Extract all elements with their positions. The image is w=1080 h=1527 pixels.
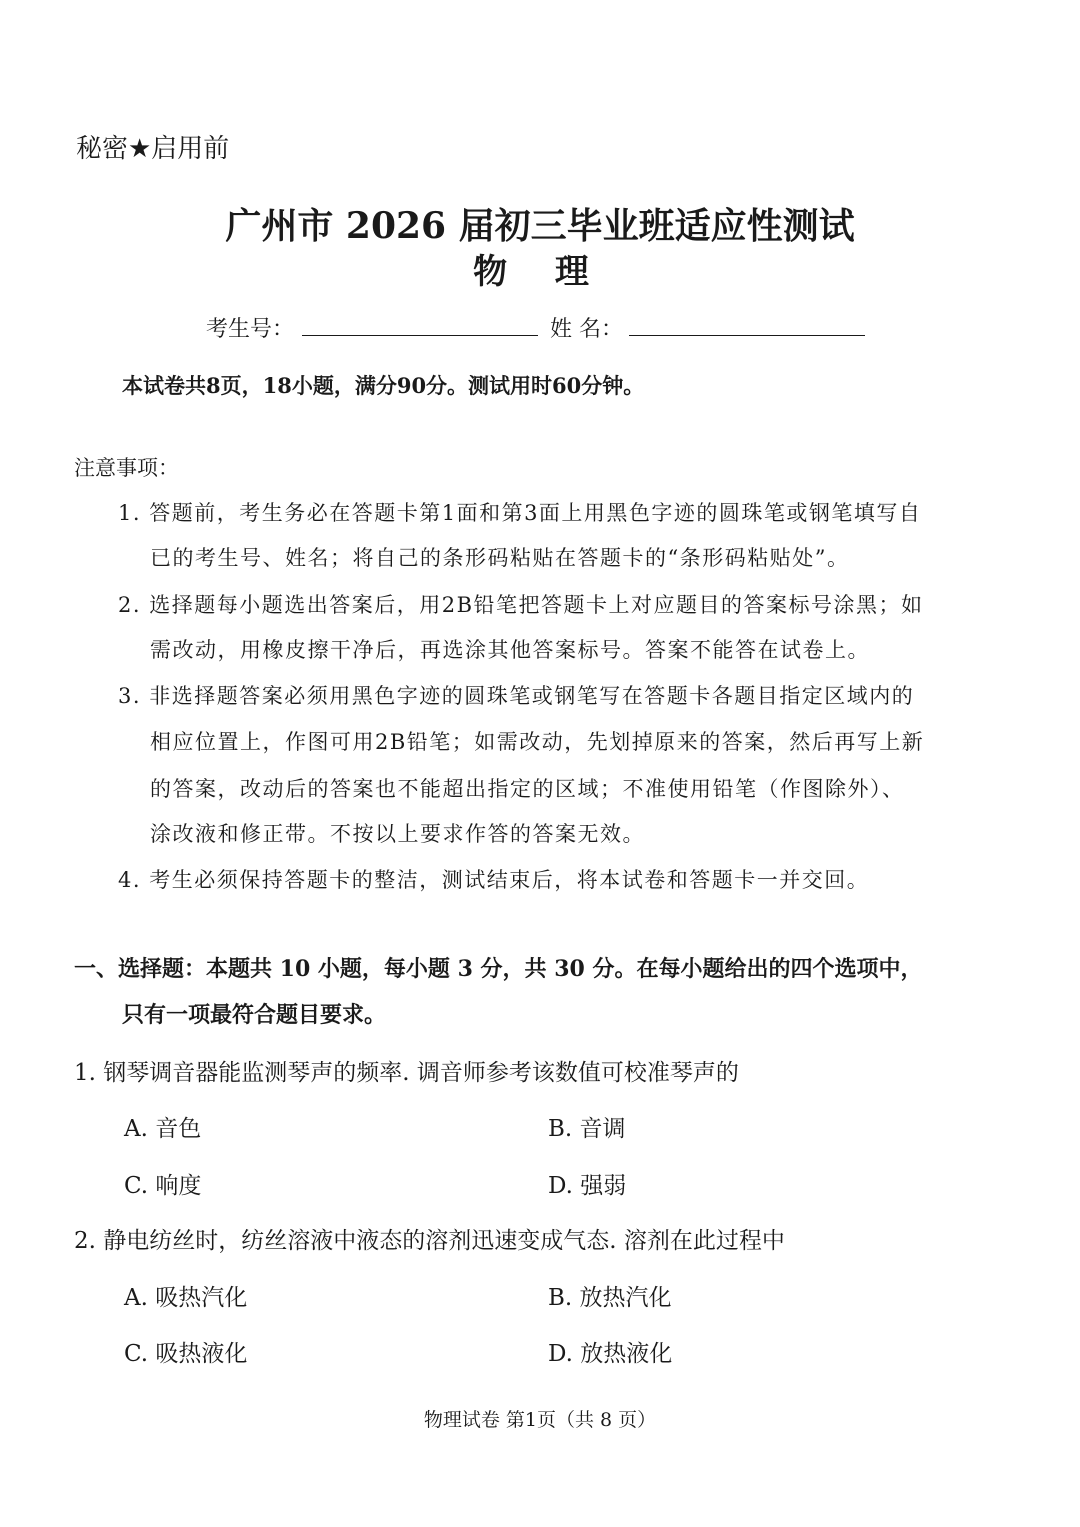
candidate-name-label: 姓 名： bbox=[550, 317, 624, 342]
option-a: A. 音色 bbox=[124, 1116, 202, 1142]
subject-title: 物 理 bbox=[473, 252, 607, 292]
notice-line: 需改动，用橡皮擦干净后，再选涂其他答案标号。答案不能答在试卷上。 bbox=[150, 638, 870, 662]
page-footer: 物理试卷 第1页（共 8 页） bbox=[423, 1409, 657, 1431]
notice-line: 涂改液和修正带。不按以上要求作答的答案无效。 bbox=[150, 822, 645, 846]
option-c: C. 响度 bbox=[124, 1173, 202, 1199]
exam-intro: 本试卷共8页，18小题，满分90分。测试用时60分钟。 bbox=[122, 373, 645, 398]
notice-line: 1. 答题前，考生务必在答题卡第1面和第3面上用黑色字迹的圆珠笔或钢笔填写自 bbox=[118, 501, 922, 525]
exam-title: 广州市 2026 届初三毕业班适应性测试 bbox=[225, 205, 855, 247]
notice-line: 4. 考生必须保持答题卡的整洁，测试结束后，将本试卷和答题卡一并交回。 bbox=[118, 868, 870, 892]
notice-line: 已的考生号、姓名；将自己的条形码粘贴在答题卡的“条形码粘贴处”。 bbox=[150, 546, 850, 570]
candidate-id-label: 考生号： bbox=[206, 317, 295, 342]
option-d: D. 强弱 bbox=[548, 1173, 627, 1199]
secret-mark: 秘密★启用前 bbox=[76, 134, 230, 164]
section-heading-cont: 只有一项最符合题目要求。 bbox=[122, 1002, 387, 1028]
option-d: D. 放热液化 bbox=[548, 1341, 673, 1367]
notice-line: 的答案，改动后的答案也不能超出指定的区域；不准使用铅笔（作图除外）、 bbox=[150, 777, 905, 801]
notice-line: 相应位置上，作图可用2B铅笔；如需改动，先划掉原来的答案，然后再写上新 bbox=[150, 730, 925, 754]
option-b: B. 放热汽化 bbox=[548, 1285, 672, 1311]
notice-heading: 注意事项： bbox=[74, 456, 179, 480]
question-stem: 2. 静电纺丝时，纺丝溶液中液态的溶剂迅速变成气态. 溶剂在此过程中 bbox=[74, 1228, 785, 1254]
candidate-name-field[interactable] bbox=[629, 313, 865, 336]
candidate-id-field[interactable] bbox=[302, 313, 538, 336]
notice-line: 2. 选择题每小题选出答案后，用2B铅笔把答题卡上对应题目的答案标号涂黑；如 bbox=[118, 593, 924, 617]
notice-line: 3. 非选择题答案必须用黑色字迹的圆珠笔或钢笔写在答题卡各题目指定区域内的 bbox=[118, 684, 915, 708]
section-heading: 一、选择题：本题共 10 小题，每小题 3 分，共 30 分。在每小题给出的四个选项中， bbox=[74, 956, 923, 982]
option-c: C. 吸热液化 bbox=[124, 1341, 248, 1367]
question-stem: 1. 钢琴调音器能监测琴声的频率. 调音师参考该数值可校准琴声的 bbox=[74, 1060, 739, 1086]
candidate-info-row bbox=[206, 312, 865, 343]
option-b: B. 音调 bbox=[548, 1116, 626, 1142]
option-a: A. 吸热汽化 bbox=[124, 1285, 248, 1311]
